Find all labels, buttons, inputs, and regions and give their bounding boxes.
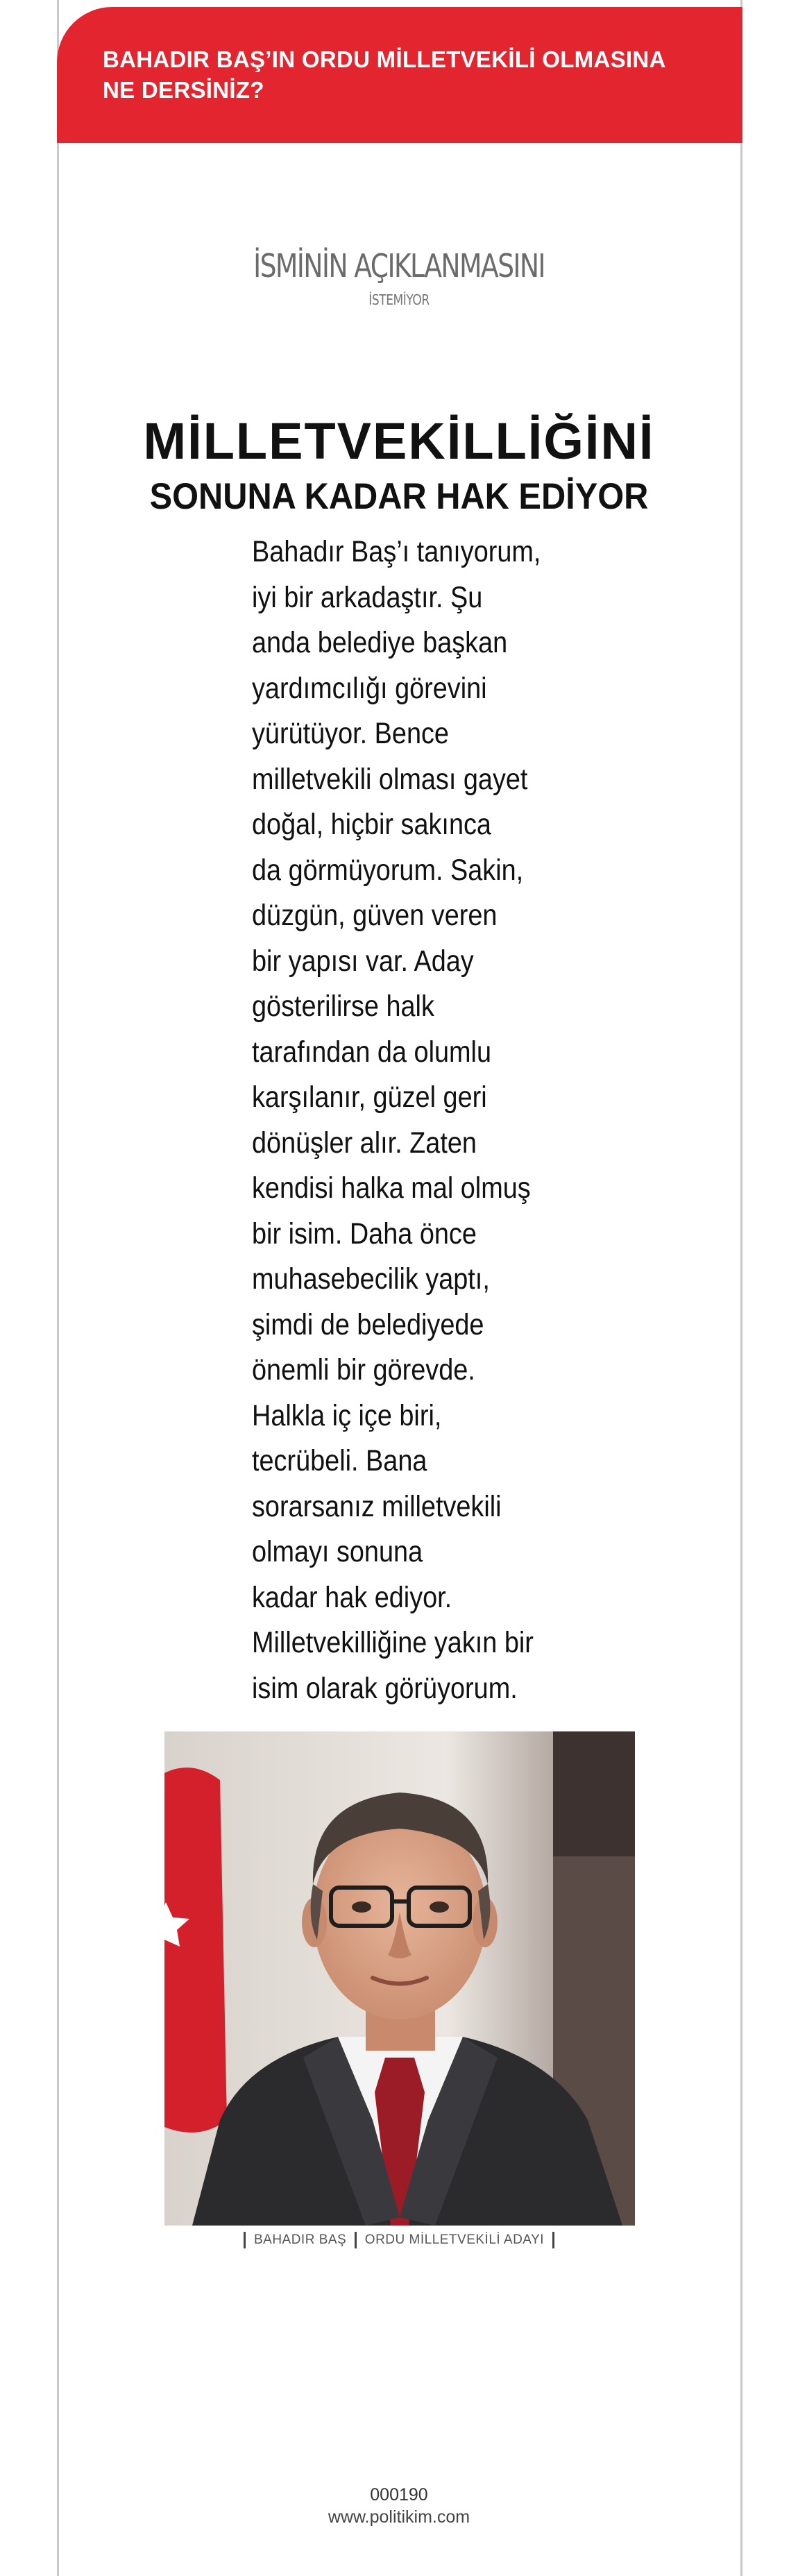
answer-line: olmayı sonuna	[252, 1535, 423, 1568]
answer-line: Bahadır Baş’ı tanıyorum,	[252, 535, 541, 568]
caption-name: BAHADIR BAŞ	[253, 2232, 347, 2247]
answer-line: iyi bir arkadaştır. Şu	[252, 580, 483, 614]
answer-line: gösterilirse halk	[252, 990, 434, 1023]
answer-line: bir yapısı var. Aday	[252, 944, 474, 978]
answer-line: da görmüyorum. Sakin,	[252, 853, 524, 887]
answer-line: önemli bir görevde.	[252, 1353, 475, 1387]
answer-body	[252, 529, 585, 1711]
page-code: 000190	[370, 2485, 428, 2505]
caption-role: ORDU MİLLETVEKİLİ ADAYI	[364, 2232, 545, 2247]
answer-line: karşılanır, güzel geri	[252, 1081, 487, 1114]
answer-line: dönüşler alır. Zaten	[252, 1126, 477, 1160]
headline-line2: SONUNA KADAR HAK EDİYOR	[149, 476, 649, 517]
answer-line: anda belediye başkan	[252, 626, 508, 659]
answer-line: milletvekili olması gayet	[252, 762, 528, 796]
portrait-illustration	[164, 1731, 635, 2226]
answer-line: Halkla iç içe biri,	[252, 1398, 442, 1432]
answer-line: kendisi halka mal olmuş	[252, 1171, 531, 1205]
answer-line: şimdi de belediyede	[252, 1307, 484, 1341]
answer-line: Milletvekilliğine yakın bir	[252, 1626, 534, 1659]
answer-line: yürütüyor. Bence	[252, 717, 449, 750]
question-title-line2: NE DERSİNİZ?	[103, 77, 264, 103]
photo-caption	[0, 2232, 798, 2248]
question-title	[103, 44, 715, 105]
answer-line: isim olarak görüyorum.	[252, 1671, 518, 1705]
respondent-note: İSTEMİYOR	[368, 291, 430, 308]
answer-line: yardımcılığı görevini	[252, 671, 487, 705]
caption-divider	[244, 2232, 246, 2248]
answer-line: kadar hak ediyor.	[252, 1580, 452, 1614]
question-title-line1: BAHADIR BAŞ’IN ORDU MİLLETVEKİLİ OLMASINA	[103, 46, 666, 72]
answer-line: muhasebecilik yaptı,	[252, 1262, 490, 1296]
caption-divider	[355, 2232, 357, 2248]
answer-line: tecrübeli. Bana	[252, 1444, 427, 1477]
portrait-photo	[164, 1731, 635, 2226]
answer-line: sorarsanız milletvekili	[252, 1489, 502, 1523]
caption-divider	[552, 2232, 554, 2248]
answer-line: bir isim. Daha önce	[252, 1217, 477, 1251]
answer-line: düzgün, güven veren	[252, 899, 498, 932]
answer-line: tarafından da olumlu	[252, 1035, 492, 1069]
answer-line: doğal, hiçbir sakınca	[252, 808, 491, 841]
site-url[interactable]: www.politikim.com	[328, 2507, 470, 2527]
question-header	[57, 7, 742, 143]
headline-line1: MİLLETVEKİLLİĞİNİ	[143, 412, 655, 470]
respondent-name: İSMİNİN AÇIKLANMASINI	[253, 247, 545, 285]
